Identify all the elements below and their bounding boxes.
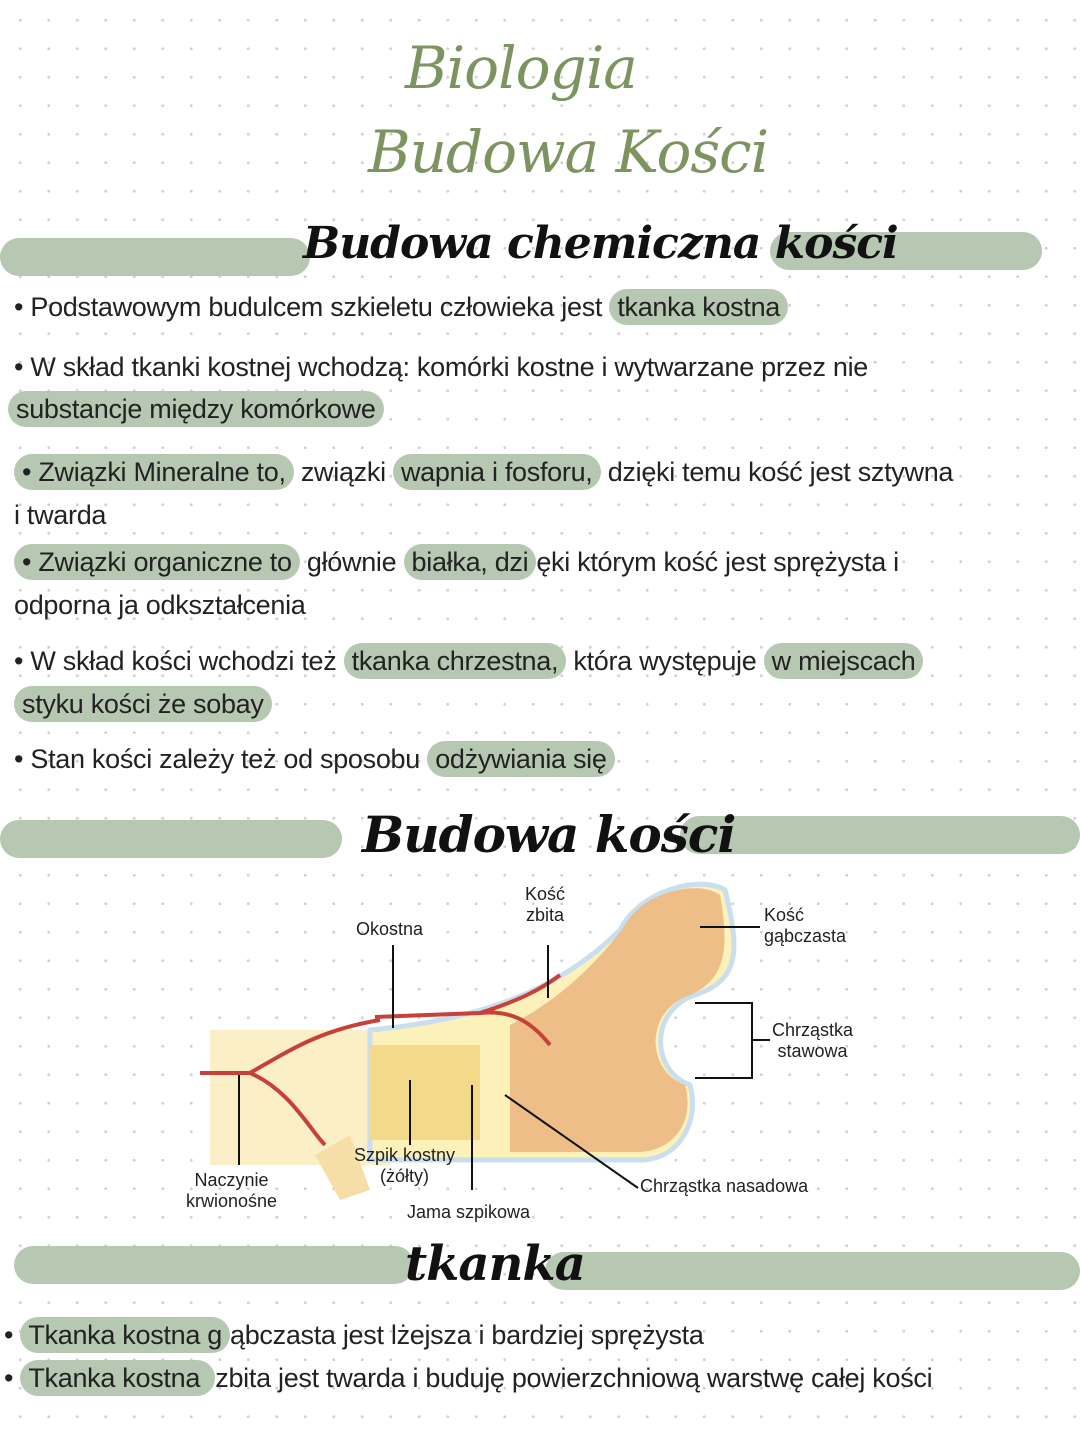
highlight: • Związki Mineralne to, (14, 454, 294, 490)
label-szpik: Szpik kostny (żółty) (354, 1145, 456, 1186)
bone-diagram (180, 870, 880, 1230)
text: która występuje (566, 646, 764, 676)
text: • Podstawowym budulcem szkieletu człowieka jest (14, 292, 610, 322)
highlight: w miejscach (764, 643, 924, 679)
bullet-line (14, 292, 788, 323)
highlight: tkanka kostna (609, 289, 788, 325)
title-budowa-kosci: Budowa Kości (368, 118, 769, 186)
label-jama: Jama szpikowa (407, 1202, 531, 1222)
text: • W skład tkanki kostnej wchodzą: komórki kostne i wytwarzane przez nie (14, 352, 868, 382)
text: ęki którym kość jest sprężysta i (536, 547, 899, 577)
text: dzięki temu kość jest sztywna (600, 457, 954, 487)
highlight: styku kości że sobay (14, 686, 272, 722)
text: i twarda (14, 500, 107, 530)
label-kosc-zbita: Kość zbita (525, 884, 566, 925)
text: ąbczasta jest lżejsza i bardziej sprężysta (229, 1320, 704, 1350)
bullet-line (14, 352, 868, 383)
highlight: substancje między komórkowe (8, 391, 384, 427)
highlight: wapnia i fosforu, (393, 454, 601, 490)
marrow (370, 1045, 480, 1140)
section-heading-structure: Budowa kości (362, 805, 736, 864)
text: związki (293, 457, 393, 487)
bullet-line (14, 500, 106, 531)
text: zbita jest twarda i buduję powierzchniową warstwę całej kości (215, 1363, 933, 1393)
text: • Stan kości zależy też od sposobu (14, 744, 428, 774)
bullet-line (4, 1363, 932, 1394)
bullet-line (14, 457, 953, 488)
heading-bar-left (0, 820, 342, 858)
highlight: tkanka chrzestna, (344, 643, 567, 679)
label-naczynie: Naczynie krwionośne (186, 1170, 278, 1211)
bullet-line (14, 744, 615, 775)
bullet-line (8, 394, 384, 425)
label-chrzastka-nasadowa: Chrząstka nasadowa (640, 1176, 809, 1196)
bullet-line (4, 1320, 704, 1351)
highlight: odżywiania się (427, 741, 614, 777)
bullet-line (14, 689, 272, 720)
section-heading-chemical: Budowa chemiczna kości (303, 218, 898, 269)
label-okostna: Okostna (356, 919, 424, 939)
label-chrzastka-stawowa: Chrząstka stawowa (772, 1020, 854, 1061)
heading-bar-right (545, 1252, 1080, 1290)
highlight: • Związki organiczne to (14, 544, 300, 580)
text: • (4, 1363, 21, 1393)
text: odporna ja odkształcenia (14, 590, 306, 620)
text: głównie (299, 547, 404, 577)
highlight: Tkanka kostna g (20, 1317, 230, 1353)
text: • (4, 1320, 21, 1350)
bullet-line (14, 646, 923, 677)
heading-bar-right (680, 816, 1080, 854)
heading-bar-left (0, 238, 310, 276)
text: • W skład kości wchodzi też (14, 646, 344, 676)
label-kosc-gabczasta: Kość gąbczasta (764, 905, 847, 946)
highlight: białka, dzi (404, 544, 537, 580)
title-biologia: Biologia (405, 34, 637, 102)
bullet-line (14, 547, 899, 578)
highlight: Tkanka kostna (20, 1360, 215, 1396)
heading-bar-left (14, 1246, 414, 1284)
bullet-line (14, 590, 306, 621)
section-heading-tissue: tkanka (405, 1236, 585, 1292)
